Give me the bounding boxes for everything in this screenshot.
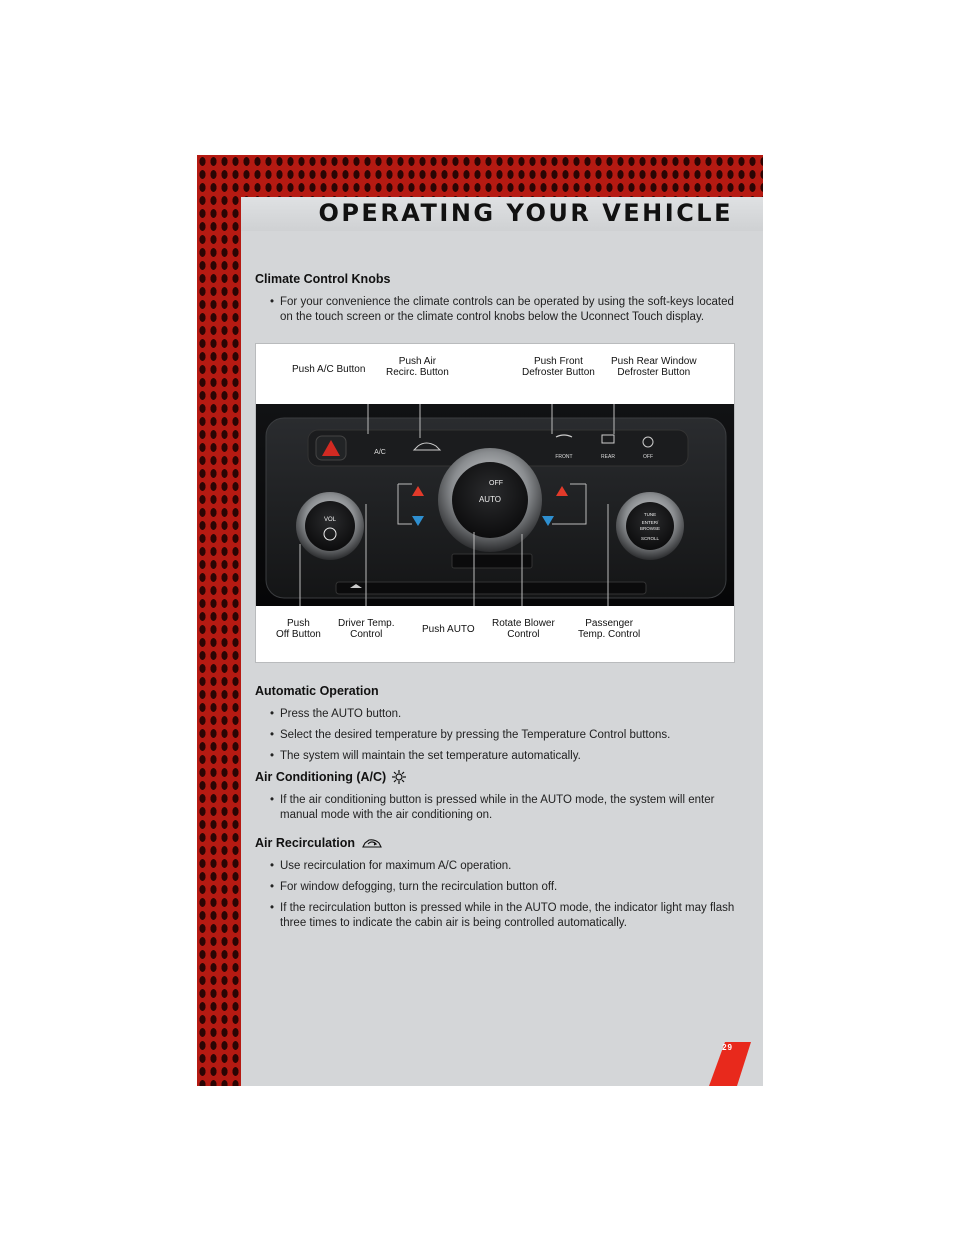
callout-rear-defrost: Push Rear Window Defroster Button bbox=[611, 356, 697, 378]
control-panel-drawing bbox=[256, 404, 734, 606]
tune-label: TUNE bbox=[643, 512, 657, 517]
snowflake-icon bbox=[392, 770, 406, 784]
callout-front-defrost: Push Front Defroster Button bbox=[522, 356, 595, 378]
perforated-top-border bbox=[197, 155, 763, 197]
enter-label: ENTER/ bbox=[641, 520, 659, 525]
list-item: • For window defogging, turn the recirculation button off. bbox=[255, 880, 735, 895]
climate-bullets bbox=[255, 295, 735, 325]
climate-control-figure bbox=[255, 343, 735, 663]
callout-driver-temp: Driver Temp. Control bbox=[338, 618, 395, 640]
callout-recirc-button: Push Air Recirc. Button bbox=[386, 356, 449, 378]
list-item: • If the air conditioning button is pressed while in the AUTO mode, the system will enter manual mode with the air conditioning on. bbox=[255, 793, 735, 823]
ac-bullets bbox=[255, 793, 735, 823]
recirc-bullets bbox=[255, 859, 735, 931]
page-number: 29 bbox=[722, 1043, 733, 1052]
callout-passenger-temp: Passenger Temp. Control bbox=[578, 618, 641, 640]
recirc-heading: Air Recirculation bbox=[255, 833, 735, 853]
list-item: • The system will maintain the set temperature automatically. bbox=[255, 749, 735, 764]
climate-heading: Climate Control Knobs bbox=[255, 272, 391, 286]
usb-slot bbox=[452, 554, 532, 568]
ac-heading: Air Conditioning (A/C) bbox=[255, 767, 735, 787]
list-item: • Use recirculation for maximum A/C operation. bbox=[255, 859, 735, 874]
perforated-left-border bbox=[197, 155, 241, 1086]
recirculation-car-icon bbox=[361, 836, 383, 850]
blower-knob[interactable] bbox=[438, 448, 542, 552]
auto-button[interactable]: AUTO bbox=[478, 495, 502, 504]
auto-bullets bbox=[255, 707, 735, 764]
front-defrost-button[interactable]: FRONT bbox=[555, 454, 573, 460]
power-off-knob[interactable] bbox=[296, 492, 364, 560]
hazard-icon bbox=[316, 436, 346, 460]
scroll-label: SCROLL bbox=[640, 536, 660, 541]
list-item: • Select the desired temperature by pressing the Temperature Control buttons. bbox=[255, 728, 735, 743]
page-title: OPERATING YOUR VEHICLE bbox=[318, 199, 733, 227]
auto-section bbox=[255, 681, 735, 764]
control-panel-photo bbox=[256, 404, 734, 606]
blower-off-label: OFF bbox=[489, 480, 503, 487]
list-item: • Press the AUTO button. bbox=[255, 707, 735, 722]
list-item: • For your convenience the climate controls can be operated by using the soft-keys located on the touch screen or the climate control knobs below the Uconnect Touch display. bbox=[255, 295, 735, 325]
callout-ac-button: Push A/C Button bbox=[292, 364, 366, 375]
auto-heading: Automatic Operation bbox=[255, 684, 379, 698]
climate-section bbox=[255, 269, 735, 325]
traction-off-button[interactable]: OFF bbox=[643, 454, 653, 460]
callout-blower: Rotate Blower Control bbox=[492, 618, 555, 640]
ac-section bbox=[255, 767, 735, 823]
tune-browse-knob[interactable] bbox=[616, 492, 684, 560]
cd-slot bbox=[336, 582, 646, 594]
list-item: • If the recirculation button is pressed while in the AUTO mode, the indicator light may flash three times to indicate the cabin air is being controlled automatically. bbox=[255, 901, 735, 931]
callout-off-button: Push Off Button bbox=[276, 618, 321, 640]
vol-label: VOL bbox=[323, 517, 337, 523]
manual-page bbox=[197, 155, 763, 1086]
ac-button[interactable]: A/C bbox=[374, 449, 386, 456]
recirc-section bbox=[255, 833, 735, 931]
rear-defrost-button[interactable]: REAR bbox=[601, 454, 615, 460]
callout-auto: Push AUTO bbox=[422, 624, 475, 635]
browse-label: BROWSE bbox=[639, 526, 661, 531]
